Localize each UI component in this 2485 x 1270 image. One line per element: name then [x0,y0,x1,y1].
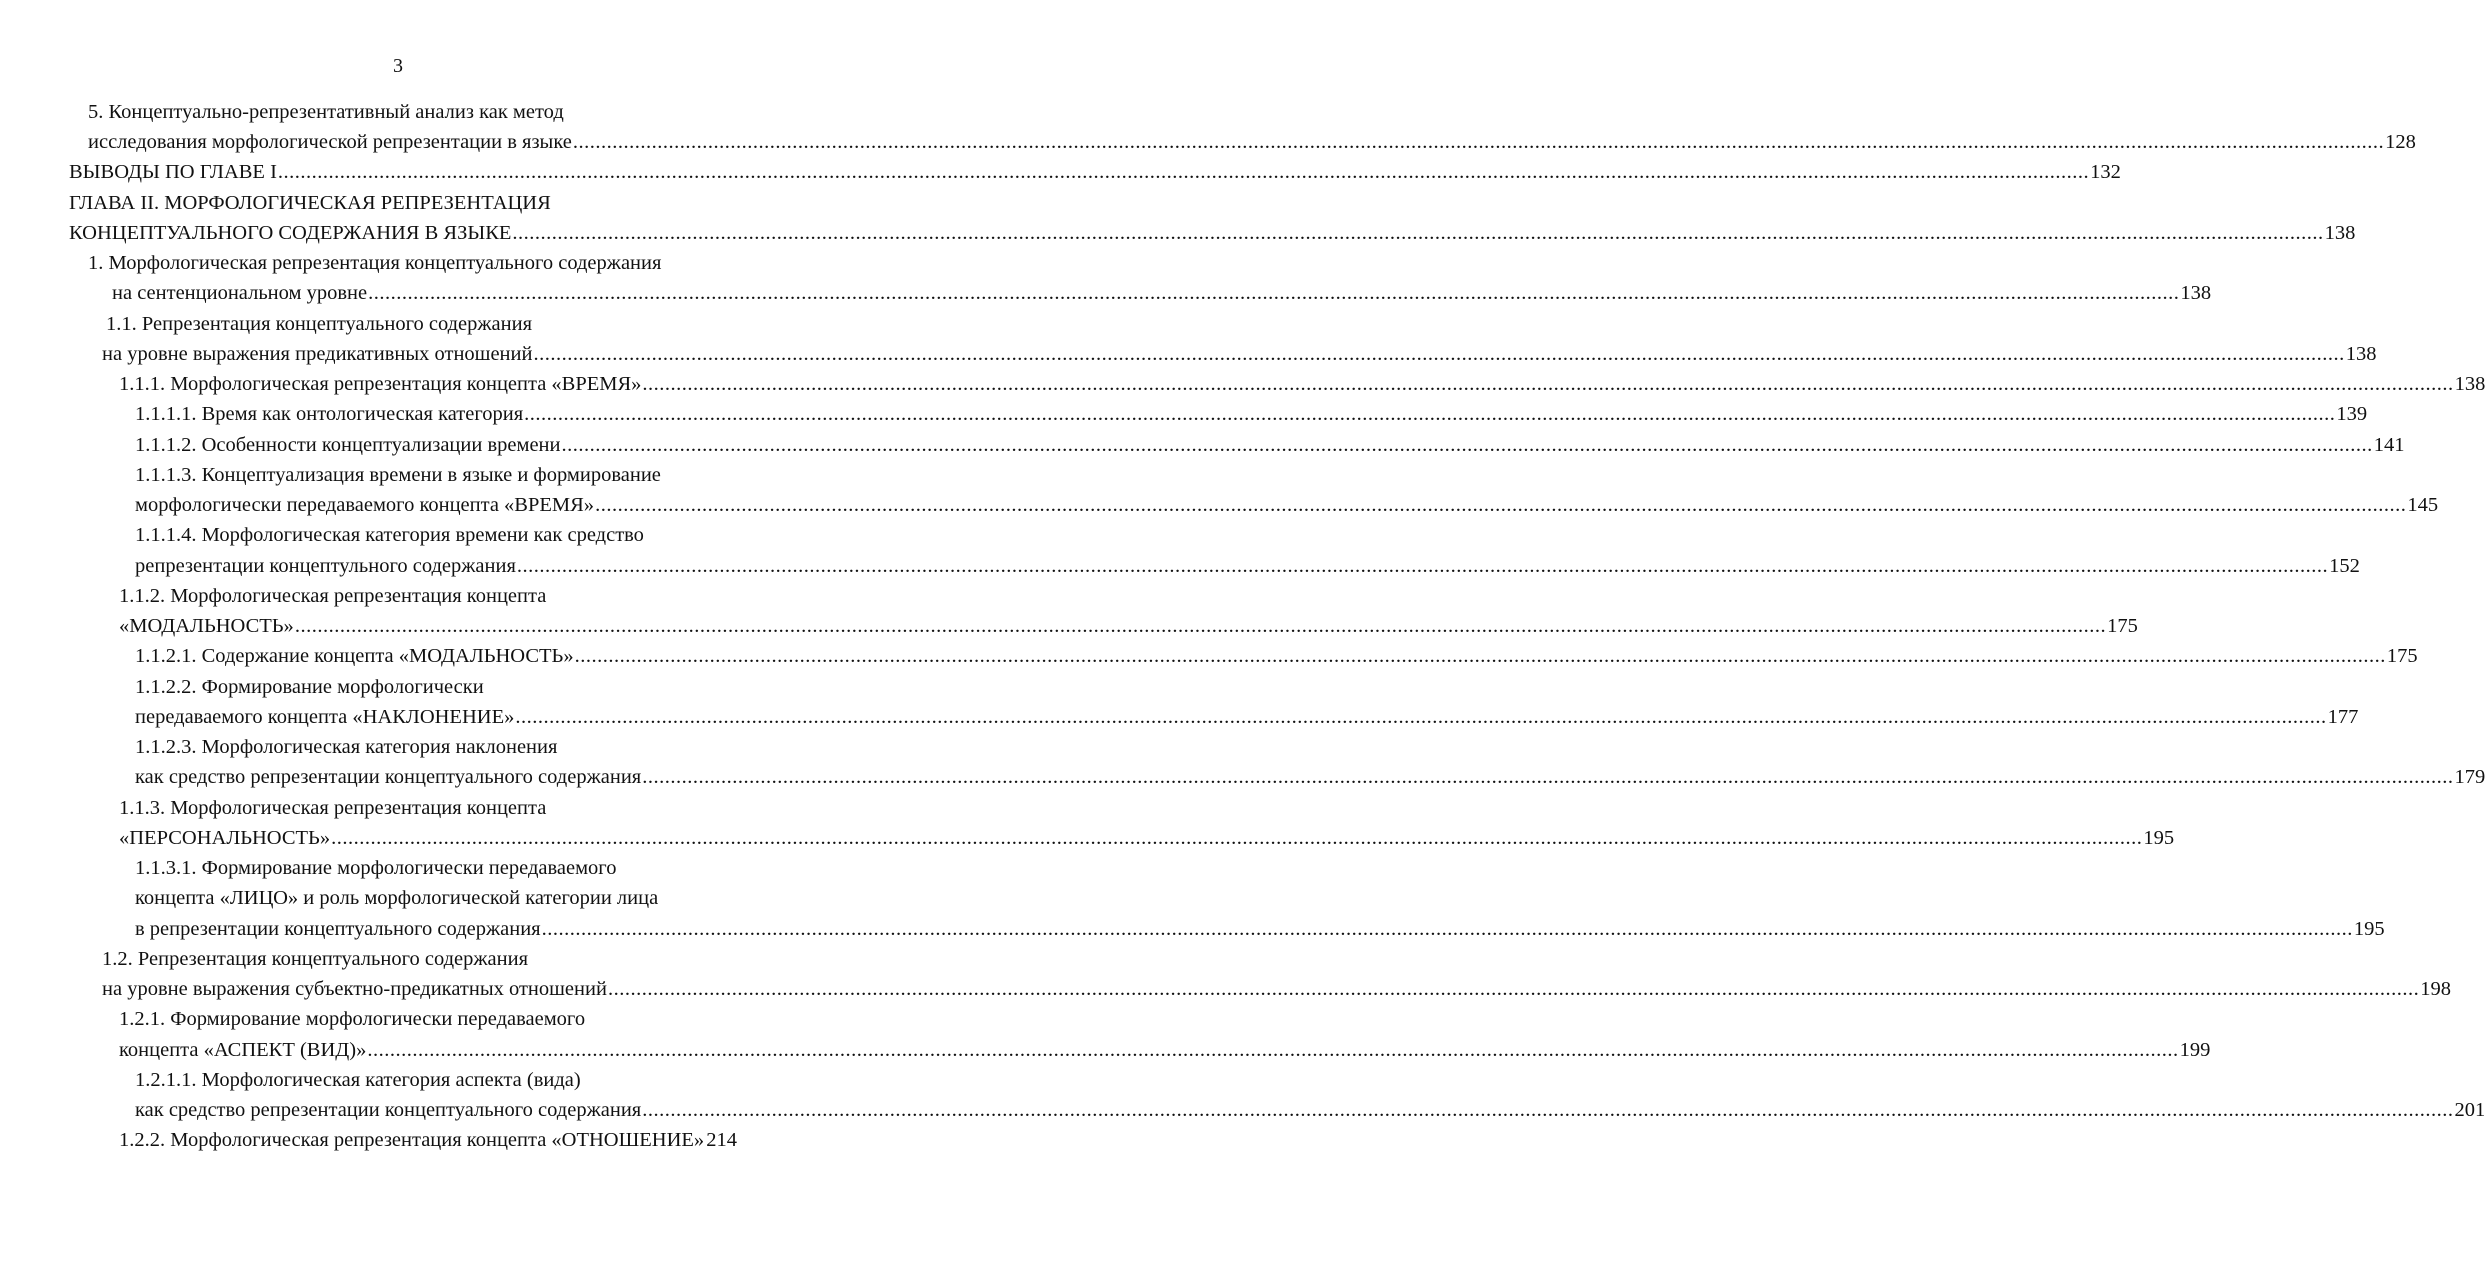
toc-entry: 1.1.2.1. Содержание концепта «МОДАЛЬНОСТЬ» .................................................................................................................................................................................................................................................................................................................................. 175 [135,641,732,671]
toc-entry: на сентенциональном уровне .................................................................................................................................................................................................................................................................................................................................. 138 [112,278,732,308]
dot-leader: .................................................................................................................................................................................................................................................................................................................................. [367,1039,2179,1061]
dot-leader: .................................................................................................................................................................................................................................................................................................................................. [294,615,2107,637]
toc-entry: 1.1.1.1. Время как онтологическая категория .................................................................................................................................................................................................................................................................................................................................. 139 [135,399,732,429]
toc-entry: передаваемого концепта «НАКЛОНЕНИЕ» .................................................................................................................................................................................................................................................................................................................................. 177 [135,702,732,732]
toc-page-number: 179 [2454,766,2485,788]
toc-page-number: 145 [2407,494,2439,516]
toc-page-number: 175 [2107,615,2138,637]
toc-entry: 1.2. Репрезентация концептуального содержания [102,948,529,970]
toc-entry: 1. Морфологическая репрезентация концептуального содержания [88,252,662,274]
toc-page-number: 199 [2179,1039,2211,1061]
toc-entry: 1.1.2. Морфологическая репрезентация концепта [119,585,547,607]
toc-entry: 1.1.2.2. Формирование морфологически [135,676,484,698]
toc-page-number: 177 [2327,706,2359,728]
toc-page-number: 132 [2090,161,2121,183]
toc-page-number: 138 [2345,343,2377,365]
dot-leader: .................................................................................................................................................................................................................................................................................................................................. [607,978,2420,1000]
toc-entry: 5. Концептуально-репрезентативный анализ как метод [88,101,564,123]
toc-entry: 1.1.3. Морфологическая репрезентация концепта [119,797,547,819]
toc-page-number: 195 [2143,827,2175,849]
toc-entry: 1.1.1.2. Особенности концептуализации времени .................................................................................................................................................................................................................................................................................................................................. 141 [135,430,732,460]
dot-leader: .................................................................................................................................................................................................................................................................................................................................. [572,131,2385,153]
dot-leader: .................................................................................................................................................................................................................................................................................................................................. [277,161,2090,183]
dot-leader: .................................................................................................................................................................................................................................................................................................................................. [524,403,2336,425]
toc-entry: концепта «ЛИЦО» и роль морфологической категории лица [135,887,659,909]
toc-page-number: 138 [2324,222,2356,244]
toc-entry: 1.1. Репрезентация концептуального содержания [106,313,533,335]
toc-entry: концепта «АСПЕКТ (ВИД)» .................................................................................................................................................................................................................................................................................................................................. 199 [119,1035,732,1065]
toc-entry: как средство репрезентации концептуального содержания .................................................................................................................................................................................................................................................................................................................................. 179 [135,762,732,792]
toc-entry: 1.1.1.3. Концептуализация времени в языке и формирование [135,464,661,486]
page-number: 3 [393,55,403,77]
dot-leader: .................................................................................................................................................................................................................................................................................................................................. [368,282,2180,304]
toc-entry: в репрезентации концептуального содержания .................................................................................................................................................................................................................................................................................................................................. 195 [135,914,732,944]
dot-leader: .................................................................................................................................................................................................................................................................................................................................. [541,918,2353,940]
toc-entry: репрезентации концептульного содержания .................................................................................................................................................................................................................................................................................................................................. 152 [135,551,732,581]
toc-page-number: 138 [2180,282,2212,304]
toc-entry: 1.2.1.1. Морфологическая категория аспекта (вида) [135,1069,581,1091]
dot-leader: .................................................................................................................................................................................................................................................................................................................................. [331,827,2143,849]
toc-entry: «МОДАЛЬНОСТЬ» .................................................................................................................................................................................................................................................................................................................................. 175 [119,611,732,641]
toc-entry: на уровне выражения предикативных отношений .................................................................................................................................................................................................................................................................................................................................. 138 [102,339,732,369]
dot-leader: .................................................................................................................................................................................................................................................................................................................................. [516,555,2329,577]
toc-entry: на уровне выражения субъектно-предикатных отношений .................................................................................................................................................................................................................................................................................................................................. 198 [102,974,732,1004]
toc-page-number: 214 [706,1129,737,1151]
toc-entry: 1.2.2. Морфологическая репрезентация концепта «ОТНОШЕНИЕ» 214 [119,1125,732,1155]
dot-leader: .................................................................................................................................................................................................................................................................................................................................. [642,766,2454,788]
toc-page-number: 195 [2353,918,2385,940]
toc-page-number: 141 [2373,434,2405,456]
toc-entry: исследования морфологической репрезентации в языке .................................................................................................................................................................................................................................................................................................................................. 128 [88,127,732,157]
toc-entry: как средство репрезентации концептуального содержания .................................................................................................................................................................................................................................................................................................................................. 201 [135,1095,732,1125]
toc-entry: КОНЦЕПТУАЛЬНОГО СОДЕРЖАНИЯ В ЯЗЫКЕ .................................................................................................................................................................................................................................................................................................................................. 138 [69,218,732,248]
dot-leader: .................................................................................................................................................................................................................................................................................................................................. [642,1099,2454,1121]
toc-page-number: 152 [2329,555,2360,577]
dot-leader: .................................................................................................................................................................................................................................................................................................................................. [533,343,2345,365]
toc-page-number: 201 [2454,1099,2485,1121]
toc-entry: 1.1.1. Морфологическая репрезентация концепта «ВРЕМЯ» .................................................................................................................................................................................................................................................................................................................................. 138 [119,369,732,399]
dot-leader: .................................................................................................................................................................................................................................................................................................................................. [574,645,2386,667]
toc-page-number: 138 [2454,373,2485,395]
toc-entry: 1.1.3.1. Формирование морфологически передаваемого [135,857,617,879]
toc-entry: 1.1.1.4. Морфологическая категория времени как средство [135,524,644,546]
toc-page-number: 175 [2386,645,2418,667]
toc-entry: 1.1.2.3. Морфологическая категория наклонения [135,736,558,758]
dot-leader: .................................................................................................................................................................................................................................................................................................................................. [642,373,2454,395]
toc-page-number: 198 [2420,978,2451,1000]
toc-entry: ГЛАВА II. МОРФОЛОГИЧЕСКАЯ РЕПРЕЗЕНТАЦИЯ [69,192,551,214]
dot-leader: .................................................................................................................................................................................................................................................................................................................................. [515,706,2327,728]
dot-leader: .................................................................................................................................................................................................................................................................................................................................. [561,434,2373,456]
toc-entry: 1.2.1. Формирование морфологически передаваемого [119,1008,586,1030]
toc-entry: морфологически передаваемого концепта «ВРЕМЯ» .................................................................................................................................................................................................................................................................................................................................. 145 [135,490,732,520]
dot-leader: .................................................................................................................................................................................................................................................................................................................................. [512,222,2324,244]
dot-leader: .................................................................................................................................................................................................................................................................................................................................. [595,494,2407,516]
toc-page-number: 139 [2336,403,2368,425]
toc-entry: «ПЕРСОНАЛЬНОСТЬ» .................................................................................................................................................................................................................................................................................................................................. 195 [119,823,732,853]
toc-entry: ВЫВОДЫ ПО ГЛАВЕ I .................................................................................................................................................................................................................................................................................................................................. 132 [69,157,732,187]
toc-page-number: 128 [2385,131,2416,153]
